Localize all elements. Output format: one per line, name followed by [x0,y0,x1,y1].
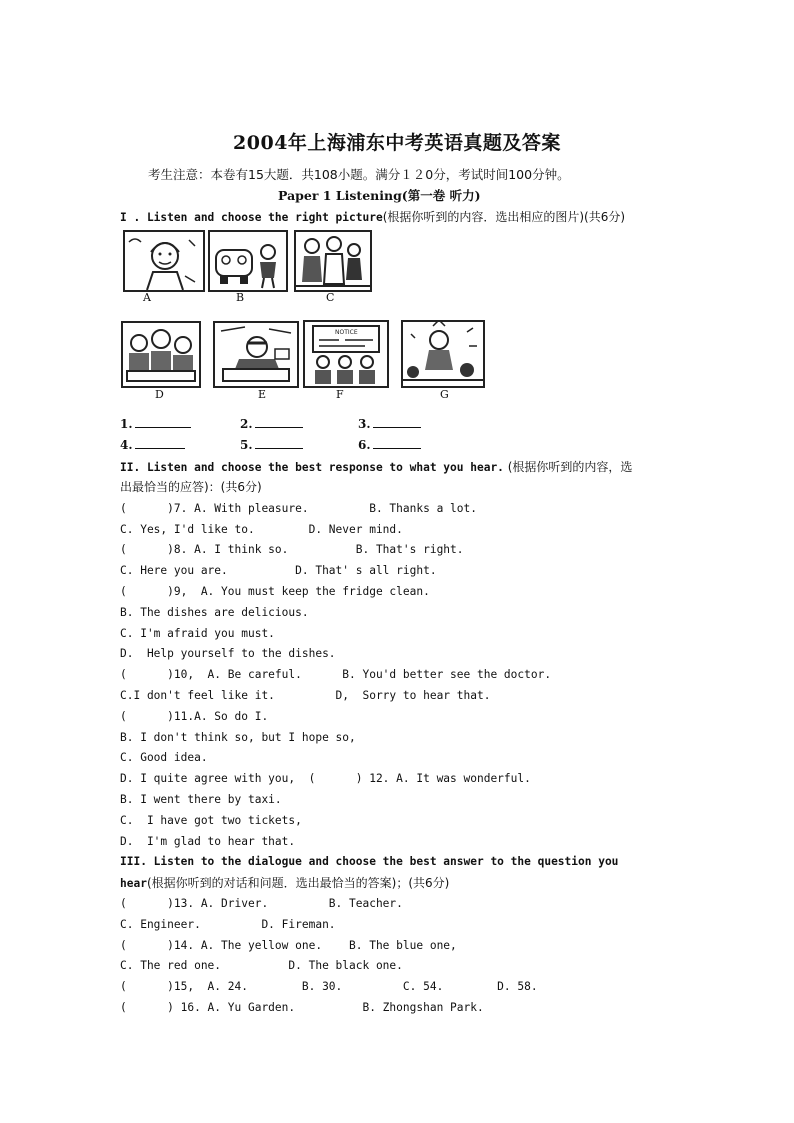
section3-heading-cont [120,874,449,891]
section2-heading-cn: (根据你听到的内容，选 [503,460,633,474]
picture-b [208,230,288,292]
cartoon-desk-icon [215,323,297,386]
answer-blank-number: 2. [240,417,253,431]
notice-sign-text: NOTICE [335,329,358,336]
paper-heading: Paper 1 Listening(第一卷 听力) [278,188,481,203]
question-line: ( )14. A. The yellow one. B. The blue one, [120,939,457,952]
answer-blank-6[interactable] [358,438,421,452]
cartoon-person-icon [125,232,203,290]
answer-blank-2[interactable] [240,417,303,431]
question-line: D. I'm glad to hear that. [120,835,296,848]
picture-d [121,321,201,388]
section3-heading: III. Listen to the dialogue and choose the best answer to the question you [120,855,619,868]
question-line: ( )10, A. Be careful. B. You'd better see the doctor. [120,668,552,681]
answer-blank-number: 6. [358,438,371,452]
question-line: ( )8. A. I think so. B. That's right. [120,543,464,556]
question-line: B. I don't think so, but I hope so, [120,731,356,744]
cartoon-car-icon [210,232,286,290]
question-line: B. I went there by taxi. [120,793,282,806]
section2-heading-en: II. Listen and choose the best response to what you hear. [120,461,504,474]
picture-g [401,320,485,388]
section3-heading-en-cont: hear [120,877,147,890]
question-line: ( )13. A. Driver. B. Teacher. [120,897,403,910]
question-line: ( )15, A. 24. B. 30. C. 54. D. 58. [120,980,538,993]
question-line: ( )9, A. You must keep the fridge clean. [120,585,430,598]
answer-blank-4[interactable] [120,438,185,452]
section1-heading-en: I . Listen and choose the right picture [120,211,383,224]
picture-label-b: B [236,291,245,304]
section1-heading-cn: (根据你听到的内容．选出相应的图片)(共6分) [382,210,626,224]
section2-heading [120,458,632,475]
question-line: D. I quite agree with you, ( ) 12. A. It was wonderful. [120,772,531,785]
picture-e [213,321,299,388]
page-title: 2004年上海浦东中考英语真题及答案 [233,132,561,154]
cartoon-family-icon [296,232,370,290]
answer-blank-number: 4. [120,438,133,452]
question-line: ( )7. A. With pleasure. B. Thanks a lot. [120,502,477,515]
question-line: B. The dishes are delicious. [120,606,309,619]
section3-heading-cn: (根据你听到的对话和问题．选出最恰当的答案)；(共6分) [146,876,450,890]
question-line: C.I don't feel like it. D, Sorry to hear that. [120,689,491,702]
cartoon-notice-icon [305,322,387,386]
section2-heading-cn-cont: 出最恰当的应答)：(共6分) [120,480,262,494]
cartoon-party-icon [403,322,483,386]
picture-label-e: E [258,388,267,401]
answer-blank-number: 1. [120,417,133,431]
answer-blank-3[interactable] [358,417,421,431]
question-line: ( )11.A. So do I. [120,710,269,723]
answer-blank-1[interactable] [120,417,191,431]
picture-label-a: A [143,291,151,304]
picture-label-d: D [155,388,164,401]
exam-notice: 考生注意：本卷有15大题．共108小题。满分１２0分，考试时间100分钟。 [148,167,570,182]
picture-label-f: F [336,388,344,401]
picture-c [294,230,372,292]
question-line: C. Engineer. D. Fireman. [120,918,336,931]
question-line: ( ) 16. A. Yu Garden. B. Zhongshan Park. [120,1001,484,1014]
question-line: C. Good idea. [120,751,208,764]
picture-label-c: C [326,291,335,304]
answer-blank-5[interactable] [240,438,303,452]
section1-heading [120,208,625,225]
picture-label-g: G [440,388,449,401]
question-line: D. Help yourself to the dishes. [120,647,336,660]
question-line: C. Here you are. D. That' s all right. [120,564,437,577]
cartoon-group-icon [123,323,199,386]
picture-f [303,320,389,388]
question-line: C. Yes, I'd like to. D. Never mind. [120,523,403,536]
question-line: C. I'm afraid you must. [120,627,275,640]
answer-blank-number: 5. [240,438,253,452]
answer-blank-number: 3. [358,417,371,431]
question-line: C. I have got two tickets, [120,814,302,827]
question-line: C. The red one. D. The black one. [120,959,403,972]
picture-a [123,230,205,292]
